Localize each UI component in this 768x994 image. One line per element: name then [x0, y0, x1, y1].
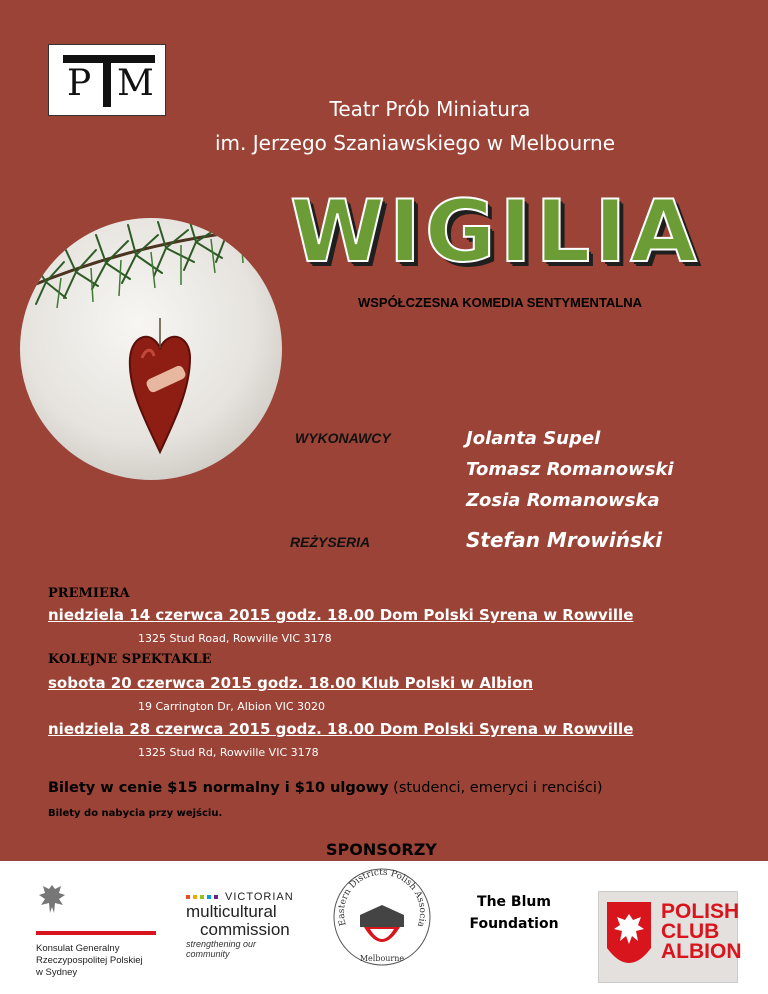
play-title: WIGILIA [290, 182, 701, 282]
color-dot [193, 895, 197, 899]
show-address: 1325 Stud Rd, Rowville VIC 3178 [138, 746, 319, 759]
show-date: niedziela 28 czerwca 2015 godz. 18.00 Dom Polski Syrena w Rowville [48, 720, 634, 738]
director-name: Stefan Mrowiński [466, 528, 663, 552]
wooden-heart-graphic [124, 318, 196, 458]
theatre-name [200, 92, 630, 160]
sponsor-victorian-multicultural [186, 891, 296, 959]
color-dot [200, 895, 204, 899]
logo-letter-p: P [67, 63, 92, 104]
sponsors-panel [0, 861, 768, 994]
theatre-line-1: Teatr Prób Miniatura [329, 97, 531, 121]
performer-name: Jolanta Supel [466, 428, 601, 449]
play-subtitle: WSPÓŁCZESNA KOMEDIA SENTYMENTALNA [357, 295, 643, 310]
konsulat-line: Konsulat Generalny [36, 943, 120, 954]
vic-commission: commission [200, 920, 290, 939]
theatre-line-2: im. Jerzego Szaniawskiego w Melbourne [214, 131, 615, 155]
club-line: CLUB [661, 920, 720, 943]
ticket-note: Bilety do nabycia przy wejściu. [48, 808, 223, 819]
vic-top-label: VICTORIAN [225, 891, 294, 903]
konsulat-line: w Sydney [36, 967, 78, 978]
premiere-date: niedziela 14 czerwca 2015 godz. 18.00 Dom Polski Syrena w Rowville [48, 606, 634, 624]
theatre-logo [48, 44, 166, 116]
club-line: POLISH [661, 900, 740, 923]
flag-stripe [36, 931, 156, 935]
sponsor-blum-foundation [456, 891, 572, 935]
ticket-prices [48, 780, 603, 796]
vic-multicultural: multicultural [186, 902, 277, 921]
next-shows-label: KOLEJNE SPEKTAKLE [48, 652, 212, 667]
sponsor-eastern-districts [330, 865, 434, 973]
vic-tagline: strengthening our community [186, 939, 257, 959]
performers-label: WYKONAWCY [295, 430, 391, 446]
premiere-label: PREMIERA [48, 586, 130, 601]
polish-eagle-icon [36, 881, 68, 921]
association-seal-icon [330, 865, 434, 969]
logo-letter-m: M [117, 63, 154, 104]
color-dot [186, 895, 190, 899]
konsulat-line: Rzeczypospolitej Polskiej [36, 955, 143, 966]
color-dot [207, 895, 211, 899]
club-name [661, 902, 742, 962]
performer-name: Tomasz Romanowski [466, 459, 674, 480]
show-address: 19 Carrington Dr, Albion VIC 3020 [138, 700, 326, 713]
ticket-price-main: Bilety w cenie $15 normalny i $10 ulgowy [48, 780, 389, 796]
performer-name: Zosia Romanowska [466, 490, 660, 511]
logo-stem [103, 55, 111, 107]
color-dot [214, 895, 218, 899]
blum-line: Foundation [469, 916, 559, 932]
director-label: REŻYSERIA [290, 534, 371, 550]
club-line: ALBION [661, 940, 742, 963]
heart-ornament-image [20, 218, 282, 480]
sponsor-polish-club-albion [598, 891, 742, 983]
blum-line: The Blum [477, 894, 551, 910]
club-crest-icon [603, 898, 655, 978]
performers-list [466, 423, 674, 516]
seal-bottom-text: Melbourne [359, 954, 405, 963]
sponsors-heading: SPONSORZY [326, 840, 437, 859]
premiere-address: 1325 Stud Road, Rowville VIC 3178 [138, 632, 332, 645]
seal-ring-text: Eastern Districts Polish Associa [336, 867, 428, 929]
sponsor-konsulat [36, 881, 156, 979]
show-date: sobota 20 czerwca 2015 godz. 18.00 Klub Polski w Albion [48, 674, 534, 692]
ticket-price-detail: (studenci, emeryci i renciści) [388, 780, 603, 796]
